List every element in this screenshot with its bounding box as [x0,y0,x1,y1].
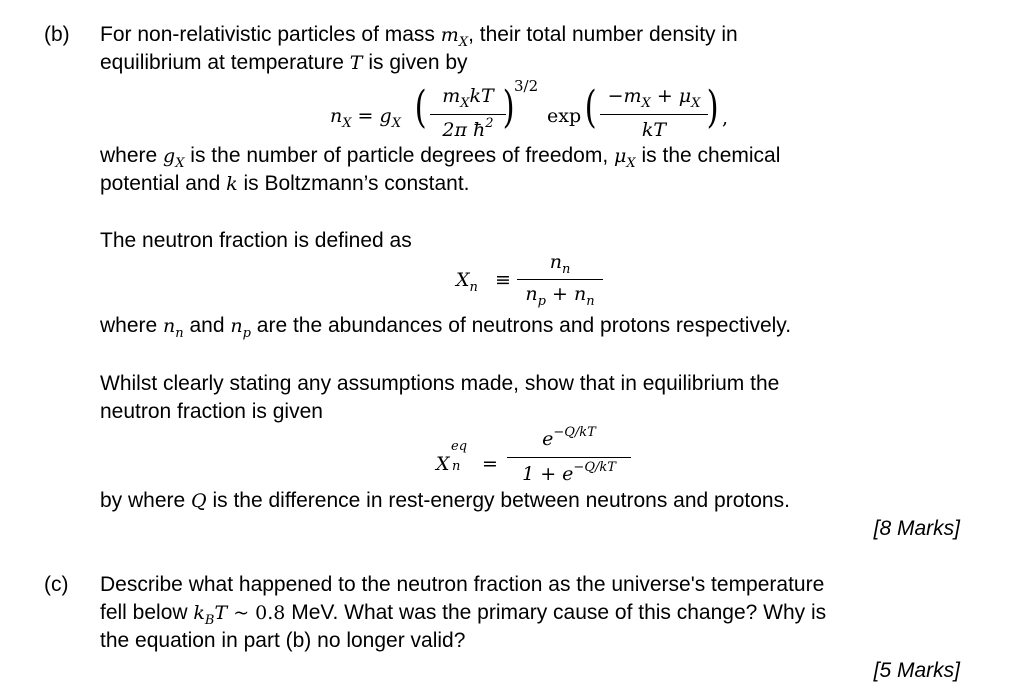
var-n: n [230,315,243,337]
left-paren: ( [414,82,427,133]
part-b-line-9 [100,486,790,516]
var-m: m [440,24,459,46]
text: where [100,314,164,337]
left-paren-2: ( [584,82,597,133]
part-b-line-6 [100,311,791,343]
var-q: Q [191,490,207,512]
right-paren-2: ) [706,82,719,133]
plus-n: + n [545,283,587,305]
part-b-line-8: neutron fraction is given [100,400,323,423]
part-b-line-7: Whilst clearly stating any assumptions made, show that in equilibrium the [100,372,780,395]
equals: = [351,105,380,127]
var-t: T [214,602,228,624]
text: For non-relativistic particles of mass [100,23,441,46]
part-b-line-5: The neutron fraction is defined as [100,229,412,252]
sub-x: X [175,156,185,171]
value: 0.8 [255,602,286,624]
n: n [525,283,538,305]
exp: exp [547,105,582,127]
part-c-marks: [5 Marks] [873,659,960,682]
var-t: T [349,52,363,74]
eq3-lhs [436,450,450,479]
text: are the abundances of neutrons and protons respectively. [250,314,792,337]
part-b-label: (b) [44,23,70,46]
text: and [183,314,231,337]
exponent: −Q/kT [573,460,616,475]
right-paren: ) [502,82,515,133]
text: potential and [100,172,227,195]
frac1-num [428,82,508,113]
eq3-bar [507,457,631,458]
sim: ~ [227,602,256,624]
eq2-num [515,248,605,279]
x: X [456,269,470,291]
text: , their total number density in [468,23,738,46]
x-sub: X [460,96,470,111]
sub-b: B [204,613,215,628]
eq1-lhs [330,102,401,133]
equiv: ≡ [495,269,511,291]
two-pi-hbar: 2π ħ [442,119,486,141]
sq: 2 [485,116,494,131]
part-b-marks: [8 Marks] [873,517,960,540]
one-plus-e: 1 + e [522,463,574,485]
text: is the difference in rest-energy between neutrons and protons. [206,489,790,512]
sub-p: p [242,326,251,341]
n-symbol: n [330,105,343,127]
frac2-num [598,82,710,113]
text: fell below [100,601,194,624]
text: where [100,144,164,167]
eq3-equals: = [482,453,498,475]
eq2-lhs [456,266,478,297]
var-g: g [163,145,176,167]
e: e [542,428,554,450]
text: is the number of particle degrees of freedom, [184,144,615,167]
frac2-den: kT [641,119,667,141]
text: is given by [362,51,468,74]
eq3-sub: n [452,459,461,474]
n-sub: n [469,280,478,295]
frac2-bar [600,114,708,115]
n-sub: n [586,294,595,309]
part-c-label: (c) [44,573,69,596]
frac1-bar [430,114,506,115]
part-c-line-3: the equation in part (b) no longer valid? [100,629,466,652]
text: is Boltzmann’s constant. [237,172,470,195]
plus-mu: + μ [650,85,692,107]
x-sub: X [641,96,651,111]
kt: kT [469,85,494,107]
var-mu: μ [614,145,627,167]
p-sub: p [537,294,546,309]
var-k: k [226,173,238,195]
x: X [436,453,450,475]
m: m [442,85,461,107]
x-sub: X [391,116,401,131]
n: n [549,251,562,273]
sub-x: X [458,35,469,50]
x-sub: X [342,116,352,131]
part-b-line-2 [100,48,468,78]
part-b-line-4 [100,169,470,199]
eq3-sup: eq [451,439,468,454]
eq2-den [515,280,605,311]
sub-n: n [175,326,184,341]
minus-m: −m [607,85,642,107]
var-n: n [163,315,176,337]
power: 3/2 [514,77,539,95]
x-sub: X [691,96,701,111]
text: is the chemical [635,144,781,167]
eq3-num [505,425,633,456]
g-symbol: g [379,105,392,127]
n-sub: n [561,262,571,277]
text: by where [100,489,192,512]
text: equilibrium at temperature [100,51,350,74]
sub-x: X [626,156,636,171]
comma: , [722,107,729,129]
var-k: k [193,602,205,624]
exponent: −Q/kT [553,425,596,440]
part-c-line-1: Describe what happened to the neutron fraction as the universe's temperature [100,573,825,596]
text: MeV. What was the primary cause of this change? Why is [285,601,827,624]
